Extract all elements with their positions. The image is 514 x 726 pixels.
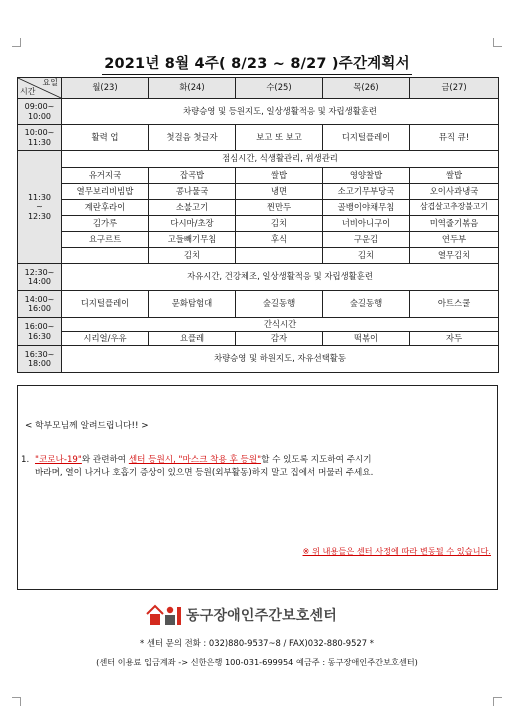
menu-cell: 쌀밥 — [236, 168, 323, 184]
menu-cell: 김치 — [323, 248, 410, 264]
page-corner-mark — [12, 697, 21, 706]
program-cell: 숲길동행 — [236, 291, 323, 318]
menu-cell: 잡곡밥 — [149, 168, 236, 184]
menu-cell: 너비아니구이 — [323, 216, 410, 232]
table-row — [18, 99, 499, 125]
table-row — [18, 125, 499, 151]
lunch-heading-cell: 점심시간, 식생활관리, 위생관리 — [62, 151, 499, 168]
menu-cell: 미역줄기볶음 — [410, 216, 499, 232]
notice-highlight: "코로나-19" — [35, 455, 82, 465]
day-header-tue: 화(24) — [149, 78, 236, 99]
snack-cell: 요플레 — [149, 332, 236, 346]
snack-cell: 감자 — [236, 332, 323, 346]
day-header-fri: 금(27) — [410, 78, 499, 99]
activity-cell: 차량승영 및 등원지도, 일상생활적응 및 자립생활훈련 — [62, 99, 499, 125]
notice-item — [21, 454, 491, 480]
activity-cell: 차량승영 및 하원지도, 자유선택활동 — [62, 346, 499, 373]
time-cell: 16:30~ 18:00 — [18, 346, 62, 373]
menu-cell: 요구르트 — [62, 232, 149, 248]
parent-notice-box — [17, 385, 498, 590]
menu-cell: 계란후라이 — [62, 200, 149, 216]
menu-row — [18, 248, 499, 264]
menu-cell: 연두부 — [410, 232, 499, 248]
notice-text: 와 관련하여 — [81, 455, 129, 465]
menu-cell: 김치 — [149, 248, 236, 264]
menu-cell: 후식 — [236, 232, 323, 248]
weekly-schedule-table — [17, 77, 499, 373]
center-logo-icon — [146, 603, 182, 627]
menu-cell: 김치 — [236, 216, 323, 232]
page-title: 2021년 8월 4주( 8/23 ~ 8/27 )주간계획서 — [0, 52, 514, 75]
program-cell: 숲길동행 — [323, 291, 410, 318]
page-corner-mark — [493, 697, 502, 706]
corner-time-label: 시간 — [20, 87, 36, 97]
time-cell: 11:30 ~ 12:30 — [18, 151, 62, 264]
table-row — [18, 151, 499, 168]
table-row — [18, 318, 499, 332]
menu-row — [18, 216, 499, 232]
snack-heading-cell: 간식시간 — [62, 318, 499, 332]
menu-cell: 열무보리비빔밥 — [62, 184, 149, 200]
menu-cell: 소불고기 — [149, 200, 236, 216]
menu-cell: 고들빼기무침 — [149, 232, 236, 248]
program-cell: 디지털플레이 — [62, 291, 149, 318]
menu-cell: 오이사과냉국 — [410, 184, 499, 200]
menu-cell: 쌀밥 — [410, 168, 499, 184]
program-cell: 아트스쿨 — [410, 291, 499, 318]
notice-item-number: 1. — [21, 455, 30, 465]
menu-cell: 김가루 — [62, 216, 149, 232]
menu-cell: 찐만두 — [236, 200, 323, 216]
menu-cell: 냉면 — [236, 184, 323, 200]
notice-greeting: < 학부모님께 알려드립니다!! > — [25, 421, 149, 431]
activity-cell: 자유시간, 건강체조, 일상생활적응 및 자립생활훈련 — [62, 264, 499, 291]
menu-row — [18, 184, 499, 200]
menu-row — [18, 168, 499, 184]
menu-cell: 구운김 — [323, 232, 410, 248]
time-cell: 09:00~ 10:00 — [18, 99, 62, 125]
notice-highlight: 센터 등원시, "마스크 착용 후 등원" — [128, 455, 262, 465]
day-header-mon: 월(23) — [62, 78, 149, 99]
time-cell: 14:00~ 16:00 — [18, 291, 62, 318]
menu-row — [18, 232, 499, 248]
table-header-row — [18, 78, 499, 99]
snack-cell: 시리얼/우유 — [62, 332, 149, 346]
menu-row — [18, 332, 499, 346]
menu-cell: 삼겹살고추장불고기 — [410, 200, 499, 216]
time-cell: 10:00~ 11:30 — [18, 125, 62, 151]
program-cell: 활력 업 — [62, 125, 149, 151]
page-corner-mark — [12, 38, 21, 47]
day-header-thu: 목(26) — [323, 78, 410, 99]
program-cell: 보고 또 보고 — [236, 125, 323, 151]
table-row — [18, 291, 499, 318]
notice-text: 할 수 있도록 지도하여 주시기 — [261, 455, 372, 465]
change-disclaimer: ※ 위 내용들은 센터 사정에 따라 변동될 수 있습니다. — [302, 546, 491, 556]
notice-text: 바라며, 열이 나거나 호흡기 증상이 있으면 등원(외부활동)하지 말고 집에서 머물러 주세요. — [35, 467, 374, 478]
menu-cell: 콩나물국 — [149, 184, 236, 200]
table-row — [18, 264, 499, 291]
org-name: 동구장애인주간보호센터 — [186, 608, 337, 624]
time-cell: 16:00~ 16:30 — [18, 318, 62, 346]
menu-cell — [62, 248, 149, 264]
snack-cell: 떡볶이 — [323, 332, 410, 346]
time-cell: 12:30~ 14:00 — [18, 264, 62, 291]
menu-cell: 소고기무부당국 — [323, 184, 410, 200]
program-cell: 뮤직 큐! — [410, 125, 499, 151]
menu-cell: 영양찰밥 — [323, 168, 410, 184]
menu-cell: 다시마/초장 — [149, 216, 236, 232]
program-cell: 첫걸음 첫글자 — [149, 125, 236, 151]
corner-day-label: 요일 — [42, 78, 58, 87]
program-cell: 문화탐험대 — [149, 291, 236, 318]
day-header-wed: 수(25) — [236, 78, 323, 99]
menu-cell: 골뱅이야채무침 — [323, 200, 410, 216]
table-row — [18, 346, 499, 373]
menu-cell: 유거지국 — [62, 168, 149, 184]
center-logo — [146, 602, 337, 628]
menu-cell: 열무김치 — [410, 248, 499, 264]
contact-info: * 센터 문의 전화 : 032)880-9537~8 / FAX)032-880-9527 * — [140, 638, 374, 648]
menu-row — [18, 200, 499, 216]
account-info: (센터 이용료 입금계좌 -> 신한은행 100-031-699954 예금주 : 동구장애인주간보호센터) — [96, 657, 418, 667]
program-cell: 디지털플레이 — [323, 125, 410, 151]
day-time-corner-cell — [18, 78, 62, 99]
snack-cell: 자두 — [410, 332, 499, 346]
menu-cell — [236, 248, 323, 264]
page-corner-mark — [493, 38, 502, 47]
